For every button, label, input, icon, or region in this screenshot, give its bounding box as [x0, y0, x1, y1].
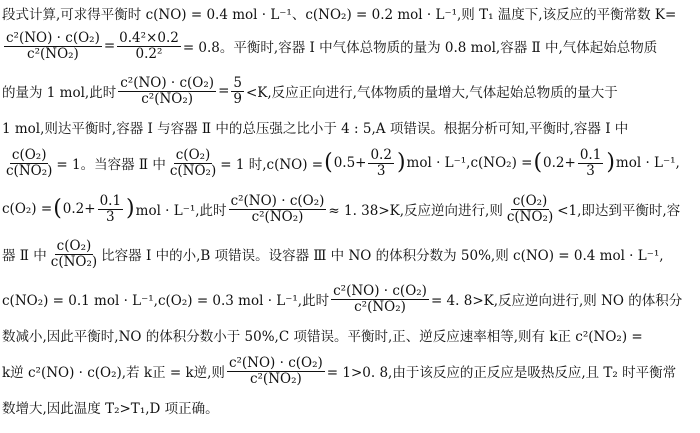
- text-segment: 比容器 Ⅰ 中的小,B 项错误。设容器 Ⅲ 中 NO 的体积分数为 50%,则 c(NO) = 0.4 mol · L⁻¹,: [101, 248, 664, 264]
- fraction-numerator: 0.2: [370, 146, 392, 163]
- text-segment: 数增大,因此温度 T₂>T₁,D 项正确。: [2, 401, 219, 417]
- text-segment: = 0.8。平衡时,容器 Ⅰ 中气体总物质的量为 0.8 mol,容器 Ⅱ 中,气体起始总物质: [182, 40, 658, 56]
- fraction-numerator: 0.1: [99, 192, 122, 209]
- fraction-denominator: c(NO₂): [6, 162, 53, 179]
- text-segment: c(NO₂) = 0.1 mol · L⁻¹,c(O₂) = 0.3 mol · L⁻¹,此时: [2, 293, 330, 309]
- fraction-numerator: c²(NO) · c(O₂): [228, 354, 323, 371]
- fraction-k-value: [117, 31, 181, 62]
- fraction-numerator: c(O₂): [512, 192, 548, 209]
- text-segment: = 1>0. 8,由于该反应的正反应是吸热反应,且 T₂ 时平衡常: [326, 365, 677, 381]
- text-segment: 1 mol,则达平衡时,容器 Ⅰ 与容器 Ⅱ 中的总压强之比小于 4 : 5,A 项错误。根据分析可知,平衡时,容器 Ⅰ 中: [2, 121, 629, 137]
- fraction-q-expression: [118, 76, 216, 107]
- fraction-numerator: c²(NO) · c(O₂): [333, 282, 427, 299]
- text-line-10: [2, 348, 696, 394]
- left-paren: (: [533, 150, 543, 175]
- fraction-denominator: 3: [106, 208, 115, 225]
- fraction-denominator: 9: [233, 90, 242, 107]
- fraction-ratio: [168, 148, 218, 179]
- fraction-denominator: c²(NO₂): [141, 90, 194, 107]
- text-line-6: [2, 186, 696, 232]
- text-line-3: [2, 68, 696, 114]
- fraction-numerator: c²(NO) · c(O₂): [6, 29, 100, 46]
- text-segment: 0.5+: [333, 155, 367, 171]
- fraction-ratio: [505, 194, 555, 225]
- text-segment: 的量为 1 mol,此时: [2, 85, 117, 101]
- fraction-numerator: c(O₂): [11, 146, 47, 163]
- text-segment: = 1。当容器 Ⅱ 中: [56, 157, 166, 173]
- fraction-q-expression: [227, 356, 325, 387]
- fraction-denominator: c²(NO₂): [251, 208, 304, 225]
- text-segment: mol · L⁻¹,c(NO₂) =: [406, 155, 533, 171]
- text-line-4: [2, 114, 696, 140]
- left-paren: (: [324, 150, 333, 175]
- fraction-ratio: [49, 239, 99, 270]
- fraction-ratio: [4, 148, 54, 179]
- fraction-value: [98, 194, 123, 225]
- text-line-1: [2, 2, 696, 24]
- text-segment: <1,即达到平衡时,容: [557, 203, 681, 219]
- fraction-denominator: 3: [586, 162, 595, 179]
- text-segment: k逆 c²(NO) · c(O₂),若 k正 = k逆,则: [2, 365, 225, 381]
- text-line-2: [2, 24, 696, 68]
- fraction-value: [368, 148, 393, 179]
- right-paren: ): [606, 150, 615, 175]
- text-segment: mol · L⁻¹,: [615, 155, 680, 171]
- fraction-value: [578, 148, 603, 179]
- right-paren: ): [126, 196, 135, 221]
- fraction-numerator: 0.1: [579, 146, 602, 163]
- text-segment: ≈ 1. 38>K,反应逆向进行,则: [328, 203, 503, 219]
- fraction-numerator: c²(NO) · c(O₂): [230, 192, 325, 209]
- right-paren: ): [396, 150, 406, 175]
- fraction-k-expression: [4, 31, 102, 62]
- fraction-numerator: c²(NO) · c(O₂): [120, 74, 215, 91]
- text-segment: <K,反应正向进行,气体物质的量增大,气体起始总物质的量大于: [245, 85, 618, 101]
- fraction-denominator: c(NO₂): [169, 162, 217, 179]
- text-segment: c(O₂) =: [2, 201, 53, 217]
- text-line-11: [2, 394, 696, 420]
- fraction-denominator: 3: [376, 162, 386, 179]
- left-paren: (: [53, 196, 62, 221]
- text-segment: mol · L⁻¹,此时: [135, 203, 227, 219]
- text-line-8: [2, 276, 696, 322]
- text-segment: = 4. 8>K,反应逆向进行,则 NO 的体积分: [430, 293, 683, 309]
- fraction-numerator: c(O₂): [56, 237, 92, 254]
- fraction-numerator: 0.4²×0.2: [119, 29, 179, 46]
- fraction-denominator: c²(NO₂): [354, 298, 406, 315]
- text-segment: 数减小,因此平衡时,NO 的体积分数小于 50%,C 项错误。平衡时,正、逆反应速率相等,则有 k正 c²(NO₂) =: [2, 329, 643, 345]
- text-segment: 0.2+: [543, 155, 576, 171]
- text-segment: 器 Ⅱ 中: [2, 248, 47, 264]
- text-segment: 段式计算,可求得平衡时 c(NO) = 0.4 mol · L⁻¹、c(NO₂) = 0.2 mol · L⁻¹,则 T₁ 温度下,该反应的平衡常数 K=: [2, 7, 677, 23]
- text-segment: = 1 时,c(NO) =: [220, 157, 324, 173]
- fraction-q-expression: [229, 194, 327, 225]
- text-line-5: [2, 140, 696, 186]
- fraction-q-expression: [331, 284, 429, 315]
- fraction-denominator: c(NO₂): [50, 253, 98, 270]
- fraction-numerator: 5: [233, 74, 242, 91]
- equals-sign: =: [218, 83, 230, 99]
- text-segment: 0.2+: [62, 201, 96, 217]
- fraction-denominator: c²(NO₂): [27, 45, 79, 62]
- equals-sign: =: [103, 38, 116, 54]
- text-line-7: [2, 232, 696, 276]
- fraction-denominator: c²(NO₂): [249, 370, 302, 387]
- fraction-numerator: c(O₂): [175, 146, 211, 163]
- text-line-9: [2, 322, 696, 348]
- fraction-q-value: [231, 76, 244, 107]
- fraction-denominator: c(NO₂): [506, 208, 554, 225]
- fraction-denominator: 0.2²: [135, 45, 163, 62]
